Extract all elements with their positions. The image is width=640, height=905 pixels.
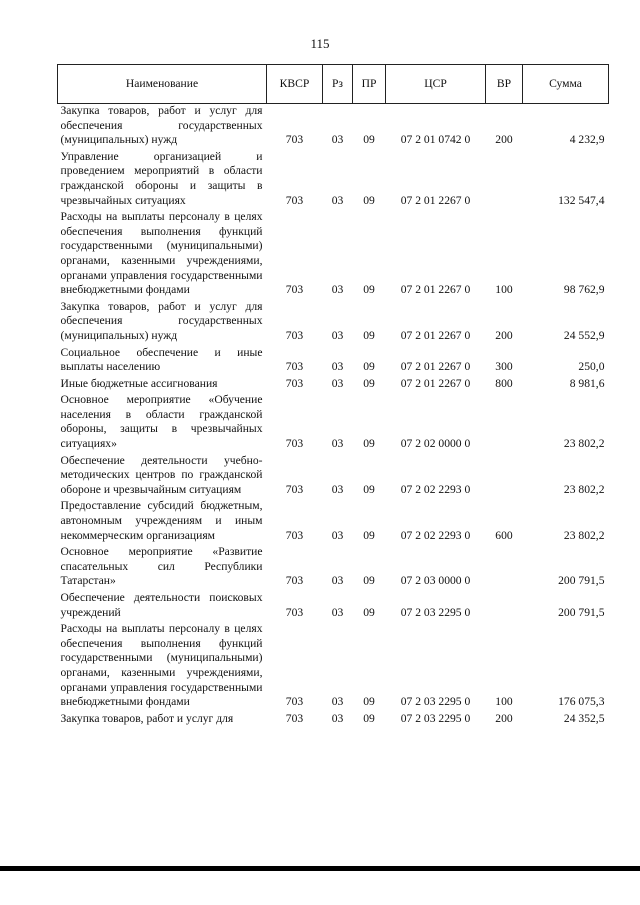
- cell-csr: 07 2 03 0000 0: [400, 574, 471, 588]
- cell-csr: 07 2 03 2295 0: [400, 695, 471, 709]
- cell-rz: 03: [331, 193, 344, 207]
- cell-sum: 176 075,3: [558, 695, 605, 709]
- cell-vr: [486, 591, 523, 622]
- cell-kvsr: 703: [285, 133, 304, 147]
- cell-vr: 300: [495, 360, 513, 374]
- cell-vr: 200: [495, 133, 513, 147]
- cell-vr: 800: [495, 376, 513, 390]
- table-header-row: [58, 65, 609, 104]
- cell-kvsr: 703: [285, 328, 304, 342]
- cell-sum: 132 547,4: [558, 193, 605, 207]
- header-name: Наименование: [58, 65, 267, 104]
- cell-csr: 07 2 01 2267 0: [400, 376, 471, 390]
- table-row: [58, 377, 609, 394]
- table-row: [58, 150, 609, 210]
- cell-vr: [486, 545, 523, 591]
- header-rz: Рз: [323, 65, 353, 104]
- cell-vr: 100: [495, 695, 513, 709]
- cell-pr: 09: [363, 605, 375, 619]
- cell-sum: 4 232,9: [569, 133, 605, 147]
- table-body: [58, 104, 609, 729]
- cell-csr: 07 2 01 2267 0: [400, 360, 471, 374]
- cell-vr: 200: [495, 328, 513, 342]
- cell-name: Управление организацией и проведением мероприятий в области гражданской обороны и защиты в чрезвычайных ситуациях: [60, 149, 263, 207]
- cell-vr: [486, 150, 523, 210]
- cell-pr: 09: [363, 711, 375, 725]
- cell-name: Предоставление субсидий бюджетным, автономным учреждениям и иным некоммерческим организациям: [60, 499, 263, 542]
- cell-sum: 23 802,2: [563, 482, 605, 496]
- cell-pr: 09: [363, 328, 375, 342]
- cell-rz: 03: [331, 283, 344, 297]
- cell-kvsr: 703: [285, 528, 304, 542]
- cell-csr: 07 2 01 0742 0: [400, 133, 471, 147]
- cell-name: Социальное обеспечение и иные выплаты населению: [60, 345, 263, 374]
- cell-pr: 09: [363, 528, 375, 542]
- table-row: [58, 545, 609, 591]
- cell-rz: 03: [331, 437, 344, 451]
- header-sum: Сумма: [523, 65, 609, 104]
- cell-name: Иные бюджетные ассигнования: [60, 376, 218, 390]
- cell-csr: 07 2 03 2295 0: [400, 605, 471, 619]
- header-vr: ВР: [486, 65, 523, 104]
- table-row: [58, 454, 609, 500]
- header-csr: ЦСР: [386, 65, 486, 104]
- table-row: [58, 622, 609, 712]
- cell-pr: 09: [363, 133, 375, 147]
- cell-sum: 250,0: [578, 360, 605, 374]
- cell-name: Закупка товаров, работ и услуг для обеспечения государственных (муниципальных) нужд: [60, 299, 263, 342]
- table-row: [58, 104, 609, 150]
- cell-rz: 03: [331, 360, 344, 374]
- cell-kvsr: 703: [285, 605, 304, 619]
- cell-sum: 200 791,5: [558, 574, 605, 588]
- cell-kvsr: 703: [285, 283, 304, 297]
- cell-rz: 03: [331, 695, 344, 709]
- cell-name: Закупка товаров, работ и услуг для обеспечения государственных (муниципальных) нужд: [60, 104, 263, 147]
- cell-sum: 24 352,5: [563, 711, 605, 725]
- cell-vr: [486, 454, 523, 500]
- cell-csr: 07 2 02 2293 0: [400, 482, 471, 496]
- cell-vr: [486, 393, 523, 453]
- cell-name: Расходы на выплаты персоналу в целях обеспечения выполнения функций государственными (муниципальными) органами, казенными учреждениями, органами управления государственными внебюджетными фондами: [60, 622, 263, 709]
- cell-kvsr: 703: [285, 695, 304, 709]
- cell-rz: 03: [331, 528, 344, 542]
- cell-csr: 07 2 03 2295 0: [400, 711, 471, 725]
- cell-kvsr: 703: [285, 376, 304, 390]
- header-kvsr: КВСР: [267, 65, 323, 104]
- cell-kvsr: 703: [285, 482, 304, 496]
- cell-rz: 03: [331, 133, 344, 147]
- cell-pr: 09: [363, 482, 375, 496]
- table-row: [58, 346, 609, 377]
- cell-vr: 600: [495, 528, 513, 542]
- table-row: [58, 210, 609, 300]
- cell-sum: 8 981,6: [569, 376, 605, 390]
- cell-csr: 07 2 01 2267 0: [400, 283, 471, 297]
- cell-csr: 07 2 01 2267 0: [400, 193, 471, 207]
- cell-name: Обеспечение деятельности поисковых учреждений: [60, 591, 263, 619]
- cell-pr: 09: [363, 193, 375, 207]
- cell-rz: 03: [331, 574, 344, 588]
- table-row: [58, 393, 609, 453]
- cell-name: Расходы на выплаты персоналу в целях обеспечения выполнения функций государственными (муниципальными) органами, казенными учреждениями, органами управления государственными внебюджетными фондами: [60, 210, 263, 297]
- cell-pr: 09: [363, 437, 375, 451]
- cell-kvsr: 703: [285, 437, 304, 451]
- cell-name: Закупка товаров, работ и услуг для: [60, 711, 234, 725]
- budget-table: [57, 64, 609, 728]
- table-row: [58, 591, 609, 622]
- cell-pr: 09: [363, 695, 375, 709]
- cell-kvsr: 703: [285, 193, 304, 207]
- cell-vr: 200: [495, 711, 513, 725]
- cell-pr: 09: [363, 283, 375, 297]
- cell-rz: 03: [331, 605, 344, 619]
- cell-name: Основное мероприятие «Развитие спасательных сил Республики Татарстан»: [60, 545, 263, 588]
- cell-rz: 03: [331, 482, 344, 496]
- header-pr: ПР: [353, 65, 386, 104]
- cell-rz: 03: [331, 376, 344, 390]
- cell-sum: 200 791,5: [558, 605, 605, 619]
- cell-name: Обеспечение деятельности учебно-методических центров по гражданской обороне и чрезвычайным ситуациям: [60, 453, 263, 496]
- table-row: [58, 712, 609, 729]
- bottom-scan-border: [0, 866, 640, 871]
- cell-pr: 09: [363, 360, 375, 374]
- cell-rz: 03: [331, 328, 344, 342]
- cell-pr: 09: [363, 376, 375, 390]
- table-row: [58, 499, 609, 545]
- cell-csr: 07 2 02 0000 0: [400, 437, 471, 451]
- cell-pr: 09: [363, 574, 375, 588]
- page-number: 115: [310, 36, 330, 51]
- cell-vr: 100: [495, 283, 513, 297]
- cell-sum: 23 802,2: [563, 437, 605, 451]
- table-row: [58, 300, 609, 346]
- cell-kvsr: 703: [285, 574, 304, 588]
- cell-sum: 24 552,9: [563, 328, 605, 342]
- cell-csr: 07 2 02 2293 0: [400, 528, 471, 542]
- cell-sum: 23 802,2: [563, 528, 605, 542]
- cell-rz: 03: [331, 711, 344, 725]
- cell-name: Основное мероприятие «Обучение населения в области гражданской обороны, защиты в чрезвычайных ситуациях»: [60, 393, 263, 451]
- cell-kvsr: 703: [285, 360, 304, 374]
- cell-sum: 98 762,9: [563, 283, 605, 297]
- cell-kvsr: 703: [285, 711, 304, 725]
- cell-csr: 07 2 01 2267 0: [400, 328, 471, 342]
